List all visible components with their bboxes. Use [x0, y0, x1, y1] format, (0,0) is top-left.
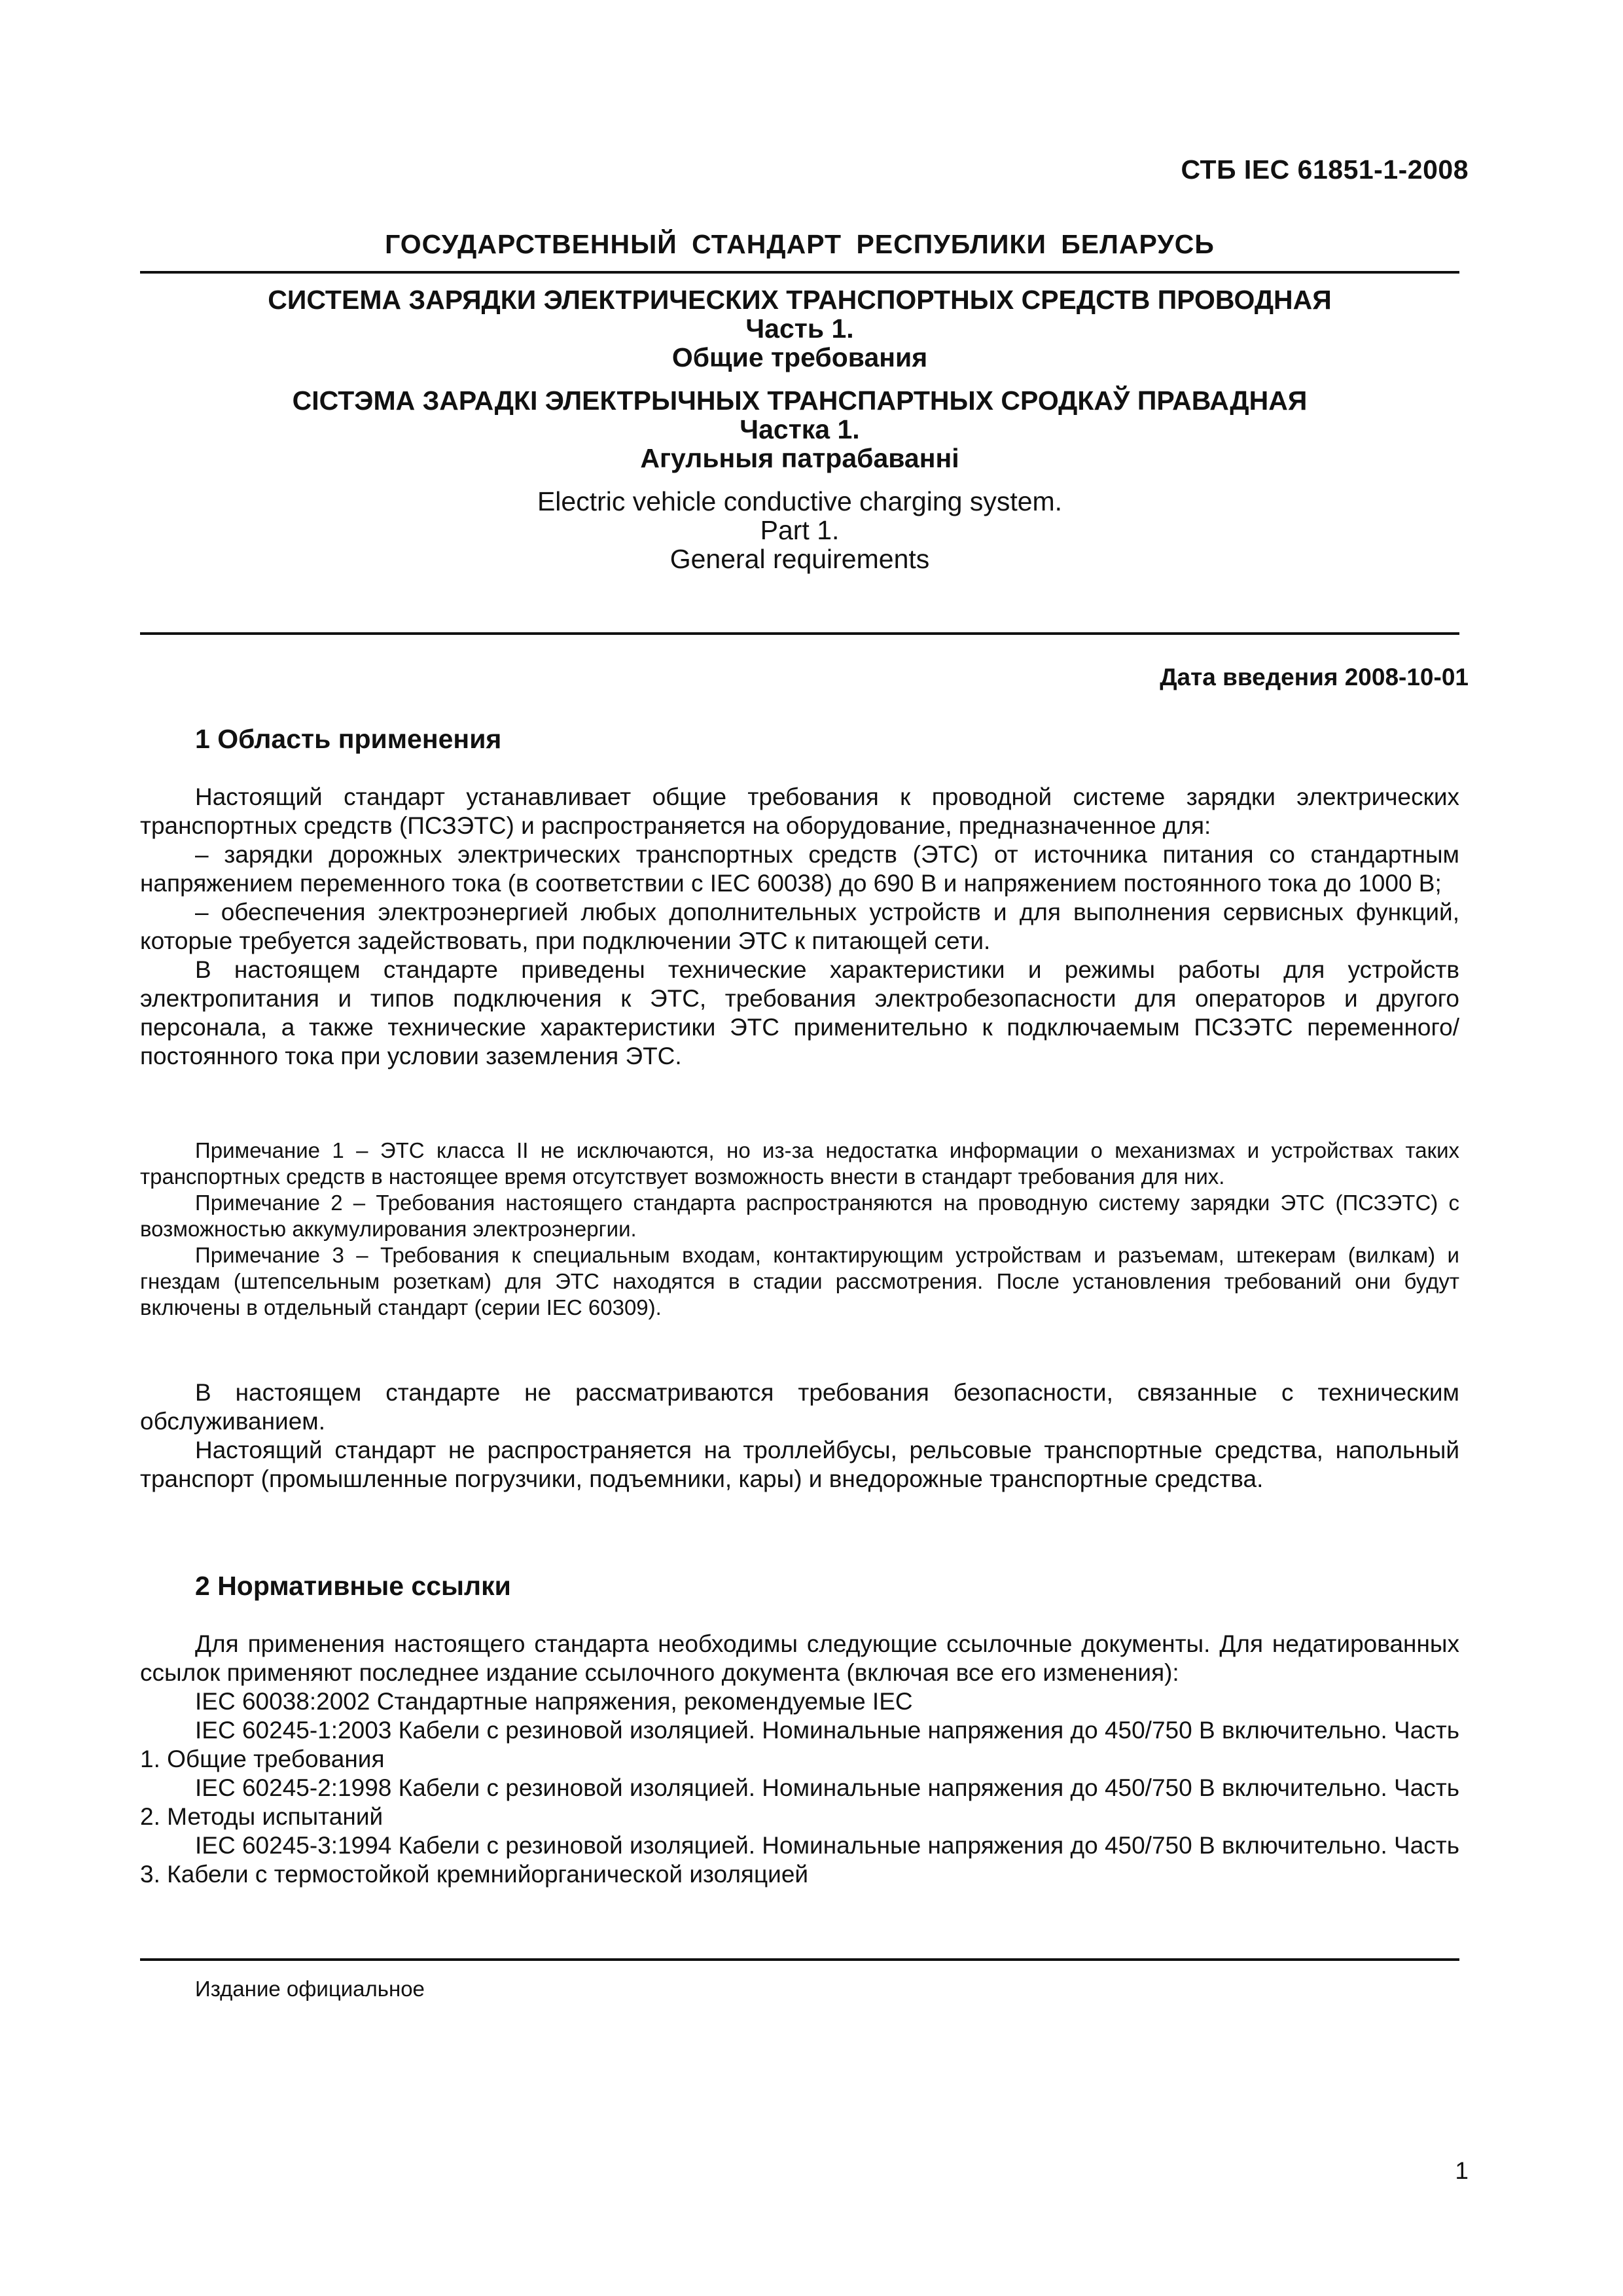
- section-1-notes: [140, 1138, 1459, 1321]
- title-bottom-rule: [140, 632, 1459, 635]
- reference-item: IEC 60038:2002 Стандартные напряжения, рекомендуемые IEC: [195, 1688, 913, 1715]
- section-2-body: [140, 1630, 1459, 1889]
- section-2-heading: 2 Нормативные ссылки: [195, 1571, 511, 1601]
- title-block: [140, 285, 1459, 573]
- section-1-paragraph: Настоящий стандарт не распространяется на троллейбусы, рельсовые транспортные средства, напольный транспорт (промышленные погрузчики, подъемники, кары) и внедорожные транспортные средства.: [140, 1437, 1459, 1492]
- title-en-part: Part 1.: [760, 515, 840, 545]
- section-1-paragraph: В настоящем стандарте не рассматриваются требования безопасности, связанные с техническим обслуживанием.: [140, 1379, 1459, 1435]
- reference-item: IEC 60245-2:1998 Кабели с резиновой изоляцией. Номинальные напряжения до 450/750 В включительно. Часть 2. Методы испытаний: [140, 1774, 1459, 1830]
- title-ru-main: СИСТЕМА ЗАРЯДКИ ЭЛЕКТРИЧЕСКИХ ТРАНСПОРТНЫХ СРЕДСТВ ПРОВОДНАЯ: [268, 285, 1332, 315]
- section-1-paragraph: В настоящем стандарте приведены технические характеристики и режимы работы для устройств электропитания и типов подключения к ЭТС, требования электробезопасности для операторов и другого персонала, а также технические характеристики ЭТС применительно к подключаемым ПСЗЭТС переменного/постоянного тока при условии заземления ЭТС.: [140, 956, 1459, 1069]
- section-2-paragraph: Для применения настоящего стандарта необходимы следующие ссылочные документы. Для недатированных ссылок применяют последнее издание ссылочного документа (включая все его изменения):: [140, 1630, 1459, 1686]
- reference-item: IEC 60245-1:2003 Кабели с резиновой изоляцией. Номинальные напряжения до 450/750 В включительно. Часть 1. Общие требования: [140, 1717, 1459, 1772]
- state-standard-title: ГОСУДАРСТВЕННЫЙ СТАНДАРТ РЕСПУБЛИКИ БЕЛАРУСЬ: [385, 229, 1215, 259]
- title-en-main: Electric vehicle conductive charging system.: [537, 486, 1063, 516]
- page-number: 1: [1455, 2157, 1469, 2184]
- note-2: Примечание 2 – Требования настоящего стандарта распространяются на проводную систему зарядки ЭТС (ПСЗЭТС) с возможностью аккумулирования электроэнергии.: [140, 1191, 1459, 1241]
- title-en-sub: General requirements: [669, 544, 930, 574]
- title-by-main: СІСТЭМА ЗАРАДКІ ЭЛЕКТРЫЧНЫХ ТРАНСПАРТНЫХ СРОДКАЎ ПРАВАДНАЯ: [292, 386, 1308, 416]
- title-by-part: Частка 1.: [740, 414, 860, 444]
- section-1-heading: 1 Область применения: [195, 724, 502, 754]
- title-ru-sub: Общие требования: [671, 342, 928, 372]
- section-1-body-continued: [140, 1378, 1459, 1494]
- note-1: Примечание 1 – ЭТС класса II не исключаются, но из-за недостатка информации о механизмах и устройствах таких транспортных средств в настоящее время отсутствует возможность внести в стандарт требования для них.: [140, 1138, 1459, 1189]
- title-by-sub: Агульныя патрабаванні: [640, 443, 959, 473]
- section-1-paragraph: – обеспечения электроэнергией любых дополнительных устройств и для выполнения сервисных функций, которые требуется задействовать, при подключении ЭТС к питающей сети.: [140, 899, 1459, 954]
- title-ru-part: Часть 1.: [745, 314, 854, 344]
- footer-rule: [140, 1958, 1459, 1961]
- title-top-rule: [140, 271, 1459, 274]
- reference-item: IEC 60245-3:1994 Кабели с резиновой изоляцией. Номинальные напряжения до 450/750 В включительно. Часть 3. Кабели с термостойкой кремнийорганической изоляцией: [140, 1832, 1459, 1888]
- note-3: Примечание 3 – Требования к специальным входам, контактирующим устройствам и разъемам, штекерам (вилкам) и гнездам (штепсельным розеткам) для ЭТС находятся в стадии рассмотрения. После установления требований они будут включены в отдельный стандарт (серии IEC 60309).: [140, 1243, 1459, 1319]
- standard-code: СТБ IEC 61851-1-2008: [1181, 154, 1469, 185]
- section-1-paragraph: – зарядки дорожных электрических транспортных средств (ЭТС) от источника питания со стандартным напряжением переменного тока (в соответствии с IEC 60038) до 690 В и напряжением постоянного тока до 1000 В;: [140, 841, 1459, 897]
- introduction-date: Дата введения 2008-10-01: [1160, 664, 1469, 691]
- edition-label: Издание официальное: [195, 1977, 425, 2001]
- section-1-body: [140, 783, 1459, 1071]
- section-1-paragraph: Настоящий стандарт устанавливает общие требования к проводной системе зарядки электрических транспортных средств (ПСЗЭТС) и распространяется на оборудование, предназначенное для:: [140, 783, 1459, 839]
